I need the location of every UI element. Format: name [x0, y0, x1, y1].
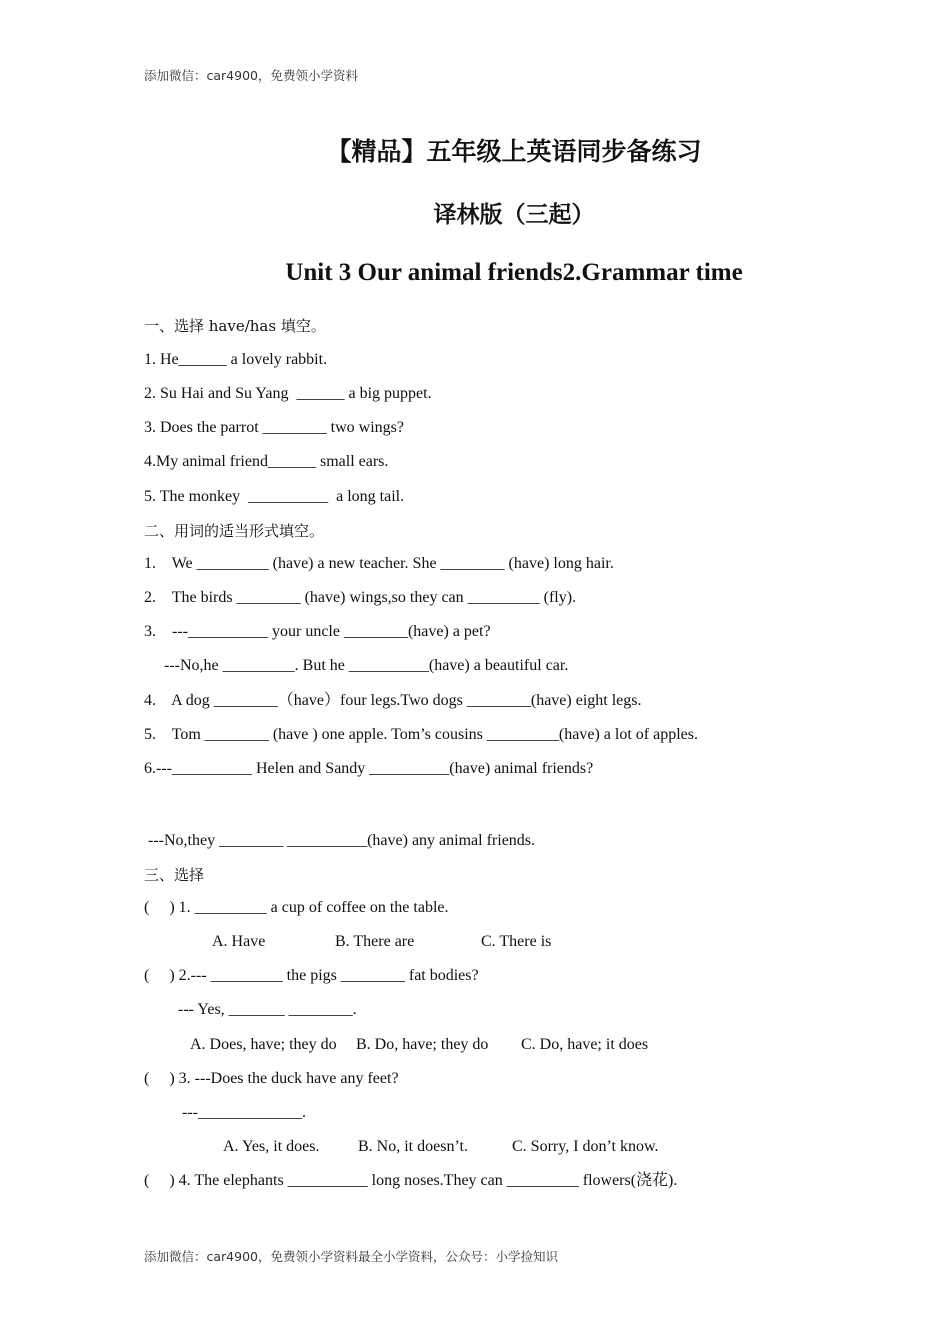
section3-heading: 三、选择: [144, 866, 205, 884]
section1-item: 2. Su Hai and Su Yang ______ a big puppet.: [144, 385, 432, 402]
footer-note: 添加微信：car4900，免费领小学资料最全小学资料，公众号：小学捡知识: [144, 1249, 558, 1264]
unit-title: Unit 3 Our animal friends2.Grammar time: [285, 259, 743, 286]
edition-title: 译林版（三起）: [433, 201, 595, 228]
section2-item: ---No,they ________ __________(have) any animal friends.: [144, 832, 536, 849]
section2-heading: 二、用词的适当形式填空。: [144, 522, 325, 540]
question-1-option-a: A. Have: [212, 933, 266, 950]
section1-item: 1. He______ a lovely rabbit.: [144, 351, 328, 368]
section2-item: 1. We _________ (have) a new teacher. She ________ (have) long hair.: [144, 555, 614, 572]
section2-item: ---No,he _________. But he __________(have) a beautiful car.: [144, 657, 569, 674]
section1-item: 4.My animal friend______ small ears.: [144, 453, 389, 470]
section1-item: 5. The monkey __________ a long tail.: [144, 488, 405, 505]
section1-item: 3. Does the parrot ________ two wings?: [144, 419, 404, 436]
section2-item: 2. The birds ________ (have) wings,so they can _________ (fly).: [144, 589, 577, 606]
question-3-option-c: C. Sorry, I don’t know.: [512, 1138, 659, 1155]
question-1-option-c: C. There is: [481, 933, 552, 950]
question-3-option-a: A. Yes, it does.: [223, 1138, 320, 1155]
question-1-stem: ( ) 1. _________ a cup of coffee on the table.: [144, 899, 449, 916]
question-3-stem: ( ) 3. ---Does the duck have any feet?: [144, 1070, 399, 1087]
question-2-stem: ( ) 2.--- _________ the pigs ________ fat bodies?: [144, 967, 479, 984]
question-2-answer-line: --- Yes, _______ ________.: [178, 1001, 357, 1018]
question-1-option-b: B. There are: [335, 933, 415, 950]
question-2-option-c: C. Do, have; it does: [521, 1036, 649, 1053]
question-3-answer-line: ---_____________.: [182, 1104, 306, 1121]
header-note: 添加微信：car4900，免费领小学资料: [144, 68, 358, 83]
section1-heading: 一、选择 have/has 填空。: [144, 317, 326, 335]
section2-item: 4. A dog ________（have）four legs.Two dogs ________(have) eight legs.: [144, 692, 642, 709]
section2-item: 5. Tom ________ (have ) one apple. Tom’s cousins _________(have) a lot of apples.: [144, 726, 698, 743]
main-title: 【精品】五年级上英语同步备练习: [326, 137, 702, 166]
question-2-option-a: A. Does, have; they do: [190, 1036, 337, 1053]
section2-item: 6.---__________ Helen and Sandy __________(have) animal friends?: [144, 760, 594, 777]
question-3-option-b: B. No, it doesn’t.: [358, 1138, 468, 1155]
section2-item: 3. ---__________ your uncle ________(have) a pet?: [144, 623, 491, 640]
question-2-option-b: B. Do, have; they do: [356, 1036, 489, 1053]
question-4-stem: ( ) 4. The elephants __________ long noses.They can _________ flowers(浇花).: [144, 1172, 678, 1189]
